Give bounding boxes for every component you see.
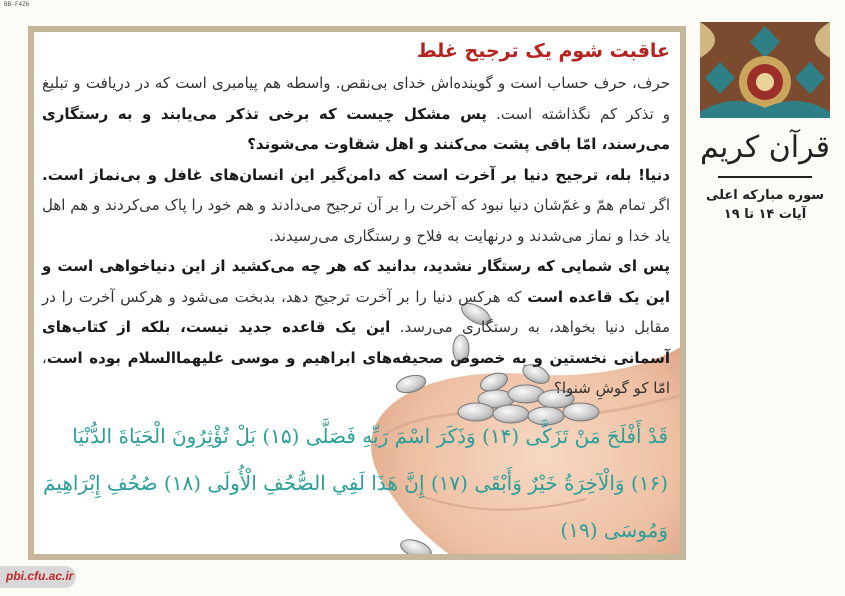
bold-text-run: این یک قاعده جدید نیست، بلکه از کتاب‌های آسمانی نخستین و به خصوص صحیفه‌های ابراهیم و موسی علیهماالسلام بوده است — [42, 318, 670, 367]
text-run: ، امّا کو گوشِ شنوا؟ — [42, 348, 670, 397]
bold-text-run: پس مشکل چیست که برخی تذکر می‌یابند و به رستگاری می‌رسند، امّا باقی پشت می‌کنند و اهل شقاوت می‌شوند؟ — [42, 104, 670, 153]
bold-text-run: دنیا! بله، ترجیح دنیا بر آخرت است که دامن‌گیر این انسان‌های غافل و بی‌نماز است. — [42, 165, 670, 184]
heading-underline — [718, 176, 812, 178]
text-run: که هرکس دنیا را بر آخرت ترجیح دهد، بدبخت می‌شود و هرکس آخرت را در مقابل دنیا بخواهد، به رستگاری می‌رسد. — [42, 287, 670, 336]
text-run: اگر تمام همّ و غمّ‌شان دنیا نبود که آخرت را بر آن ترجیح می‌دادند و هم خود را پاک می‌کردند و هم اهل یاد خدا و نماز می‌شدند و درنهایت به فلاح و رستگاری می‌رسیدند. — [42, 196, 670, 245]
surah-name: سوره مبارکه اعلی — [705, 188, 825, 203]
footer-site-link[interactable]: pbi.cfu.ac.ir — [6, 569, 74, 583]
corner-code: BB-F4Z6 — [4, 1, 30, 8]
quran-verse: قَدْ أَفْلَحَ مَنْ تَزَكَّى (۱۴) وَذَكَرَ اسْمَ رَبِّهِ فَصَلَّى (۱۵) بَلْ تُؤْثِرُونَ الْحَيَاةَ الدُّنْيَا (۱۶) وَالْآخِرَةُ خَيْرٌ وَأَبْقَى (۱۷) إِنَّ هَذَا لَفِي الصُّحُفِ الْأُولَى (۱۸) صُحُفِ إِبْرَاهِيمَ وَمُوسَى (۱۹) — [42, 424, 668, 542]
footer-badge — [0, 566, 76, 588]
article-title: عاقبت شوم یک ترجیح غلط — [416, 40, 670, 62]
paragraph-1 — [42, 68, 670, 160]
quran-heading: قرآن کریم — [700, 130, 830, 165]
surah-info — [700, 186, 830, 224]
islamic-ornament-tile — [700, 22, 830, 118]
article-text — [42, 38, 670, 404]
bold-text-run: پس ای شمایی که رستگار نشدید، بدانید که هر چه می‌کشید از این دنیاخواهی است و این یک قاعده است — [42, 257, 670, 306]
paragraph-2 — [42, 160, 670, 252]
text-run: حرف، حرف حساب است و گوینده‌اش خدای بی‌نقص. واسطه هم پیامبری است که در دریافت و تبلیغ و تذکر کم نگذاشته است. — [42, 74, 670, 123]
paragraph-3 — [42, 251, 670, 404]
ayat-range: آیات ۱۴ تا ۱۹ — [723, 207, 807, 222]
content-panel — [34, 32, 680, 554]
